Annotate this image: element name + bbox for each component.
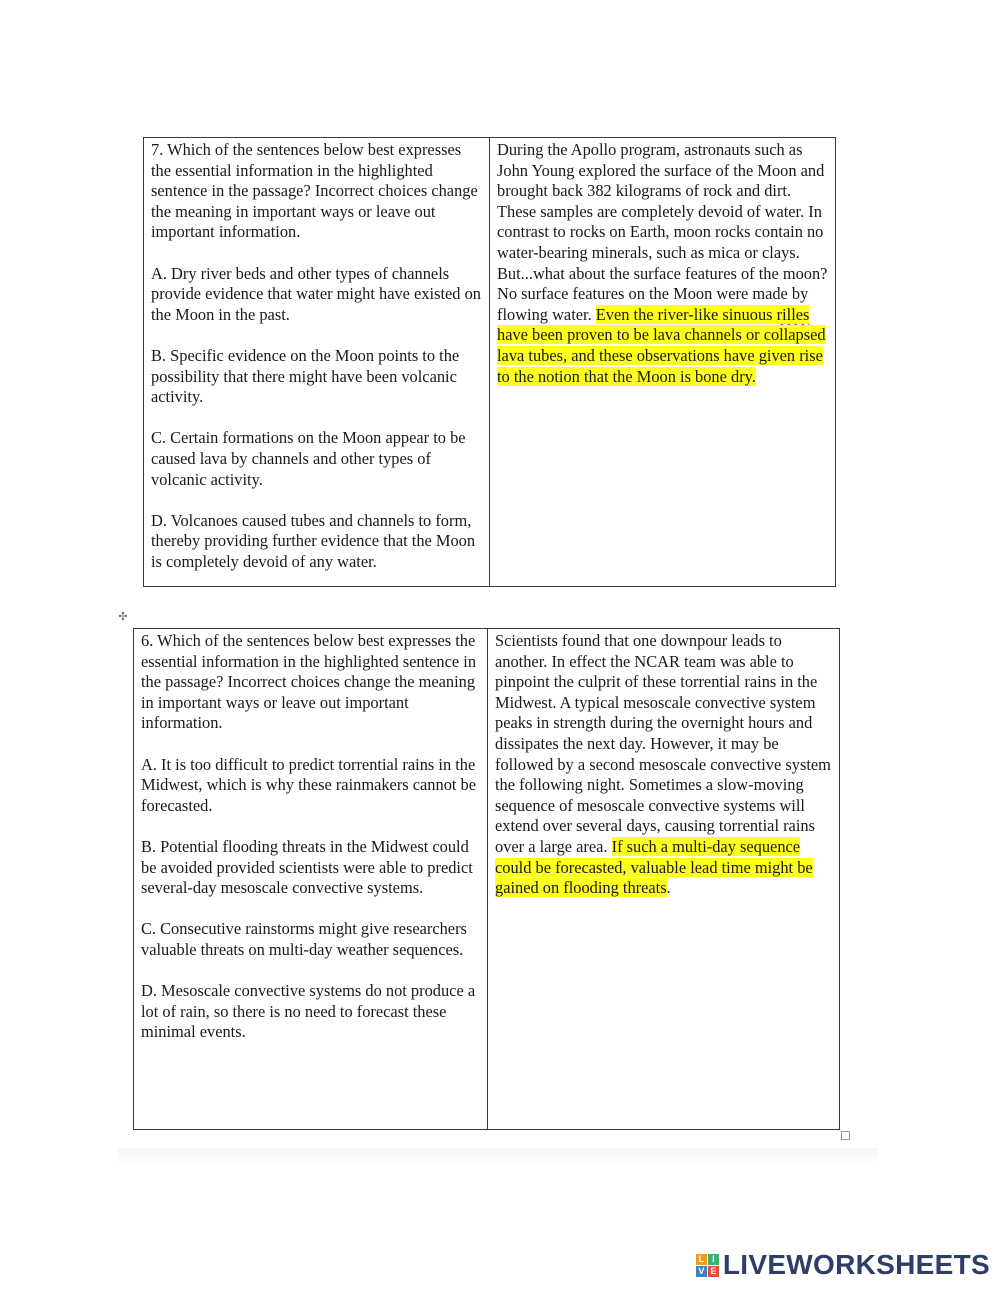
- question-6-table: [133, 628, 840, 1130]
- passage-6: [495, 631, 833, 899]
- question-7-option-a[interactable]: A. Dry river beds and other types of channels provide evidence that water might have existed on the Moon in the past.: [151, 263, 481, 324]
- passage-6-highlighted-sentence: If such a multi-day sequence could be forecasted, valuable lead time might be gained on flooding threats: [495, 836, 813, 898]
- passage-7: [497, 140, 829, 387]
- question-6-prompt: 6. Which of the sentences below best expresses the essential information in the highlighted sentence in the passage? Incorrect choices change the meaning in important ways or leave out important information.: [141, 631, 477, 733]
- logo-letter-l: L: [696, 1254, 707, 1265]
- logo-letter-e: E: [708, 1266, 719, 1277]
- question-6-option-a[interactable]: A. It is too difficult to predict torrential rains in the Midwest, which is why these rainmakers cannot be forecasted.: [141, 754, 477, 815]
- question-6-option-b[interactable]: B. Potential flooding threats in the Midwest could be avoided provided scientists were able to predict several-day mesoscale convective systems.: [141, 836, 473, 898]
- spellcheck-flagged-word: rilles: [776, 304, 810, 324]
- question-6-option-c[interactable]: C. Consecutive rainstorms might give researchers valuable threats on multi-day weather sequences.: [141, 919, 467, 959]
- liveworksheets-wordmark: LIVEWORKSHEETS: [722, 1249, 990, 1280]
- liveworksheets-logo-icon: [696, 1254, 719, 1277]
- question-7-prompt: 7. Which of the sentences below best expresses the essential information in the highlighted sentence in the passage? Incorrect choices change the meaning in important ways or leave out important information.: [151, 140, 478, 242]
- page-shadow-divider: [118, 1148, 878, 1166]
- passage-6-cell: [488, 629, 840, 1130]
- question-7-option-c[interactable]: C. Certain formations on the Moon appear to be caused lava by channels and other types of volcanic activity.: [151, 428, 466, 489]
- question-6-cell: [134, 629, 488, 1130]
- question-7-table: [143, 137, 836, 587]
- passage-7-highlight-start: Even the river-like sinuous: [595, 304, 777, 324]
- logo-letter-i: I: [708, 1254, 719, 1265]
- passage-7-text: During the Apollo program, astronauts such as John Young explored the surface of the Moon and brought back 382 kilograms of rock and dirt. These samples are completely devoid of water. In contrast to rocks on Earth, moon rocks contain no water-bearing minerals, such as mica or clays. But...what about the surface features of the moon? No surface features on the Moon were made by flowing water.: [497, 140, 828, 324]
- table-move-handle-icon[interactable]: ✣: [118, 610, 128, 623]
- passage-6-text: Scientists found that one downpour leads to another. In effect the NCAR team was able to pinpoint the culprit of these torrential rains in the Midwest. A typical mesoscale convective system peaks in strength during the overnight hours and dissipates the next day. However, it may be followed by a second mesoscale convective system the following night. Sometimes a slow-moving sequence of mesoscale convective systems will extend over several days, causing torrential rains over a large area.: [495, 631, 831, 856]
- question-7-option-b[interactable]: B. Specific evidence on the Moon points to the possibility that there might have been volcanic activity.: [151, 345, 460, 407]
- passage-7-highlight-end: have been proven to be lava channels or collapsed lava tubes, and these observations have given rise to the notion that the Moon is bone dry.: [497, 325, 826, 386]
- question-7-cell: [144, 138, 490, 587]
- table-resize-handle[interactable]: [841, 1131, 850, 1140]
- question-6-option-d[interactable]: D. Mesoscale convective systems do not produce a lot of rain, so there is no need to forecast these minimal events.: [141, 981, 476, 1042]
- passage-7-cell: [490, 138, 836, 587]
- question-7-option-d[interactable]: D. Volcanoes caused tubes and channels to form, thereby providing further evidence that the Moon is completely devoid of any water.: [151, 510, 476, 571]
- liveworksheets-branding: [696, 1249, 990, 1281]
- logo-letter-v: V: [696, 1266, 707, 1277]
- passage-6-end: .: [666, 878, 671, 898]
